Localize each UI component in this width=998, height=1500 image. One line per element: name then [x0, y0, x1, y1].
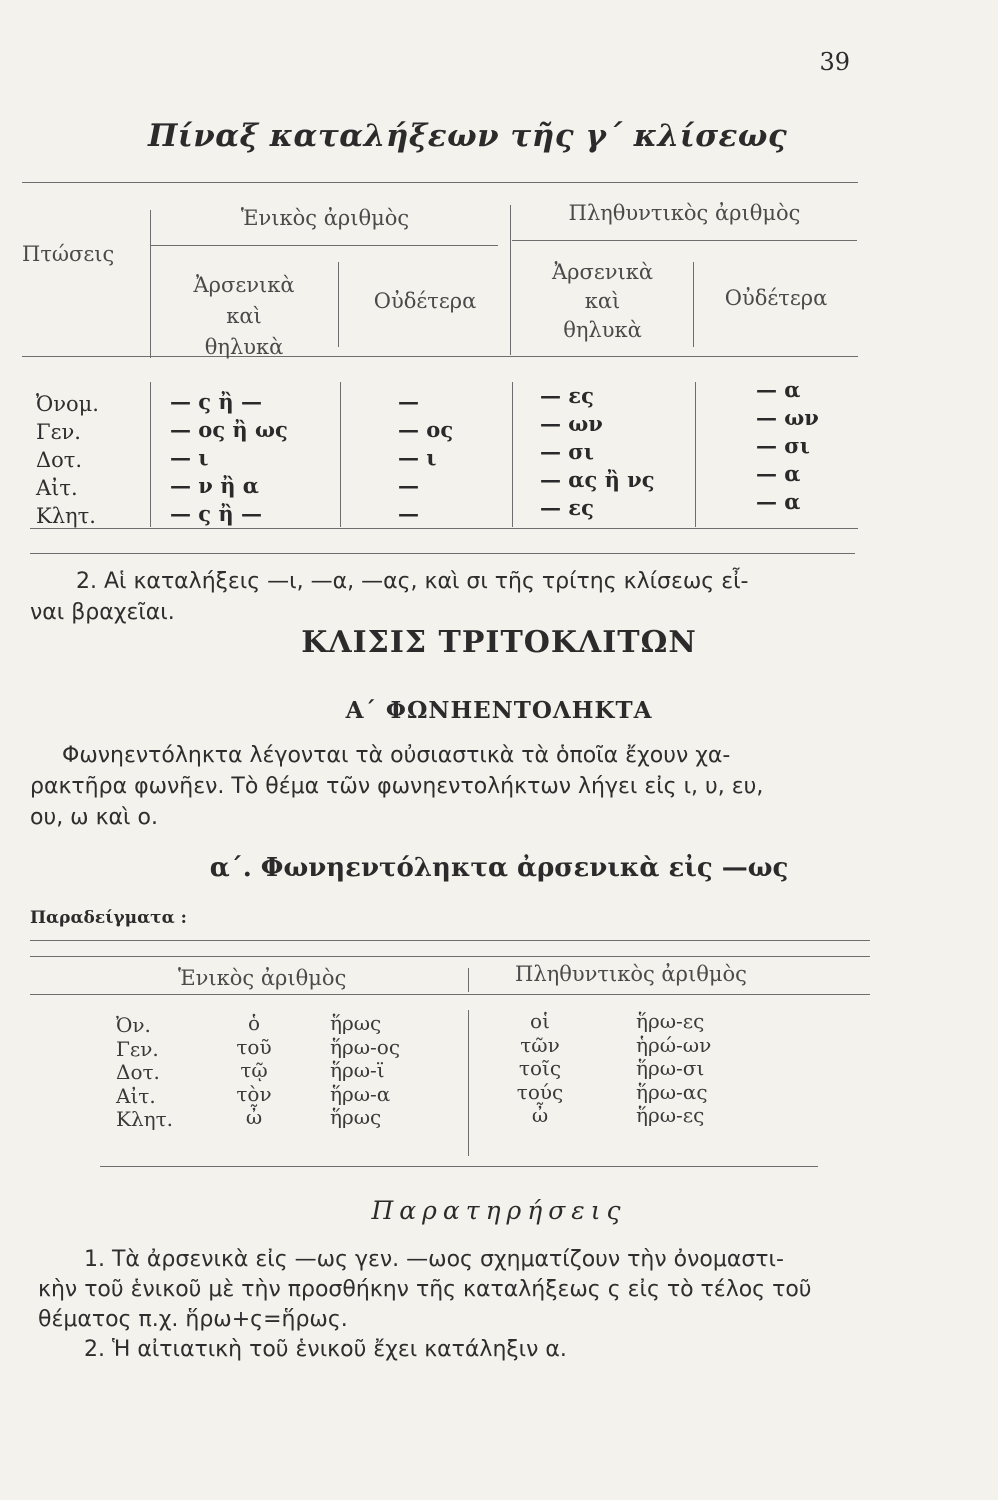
- table-rule-sub-sg: [150, 245, 498, 246]
- observation-line: θέματος π.χ. ἥρω+ς=ἥρως.: [38, 1307, 348, 1332]
- ending-cell: — ος: [398, 417, 454, 442]
- table-row-case: Γεν.: [36, 420, 81, 444]
- table-row-case: Κλητ.: [116, 1107, 174, 1131]
- article-cell: τῷ: [240, 1058, 268, 1082]
- table-row-case: Αἰτ.: [116, 1083, 156, 1108]
- form-cell: ἥρω-ας: [636, 1079, 708, 1104]
- note-2-line: 2. Αἱ καταλήξεις —ι, —α, —ας, καὶ σι τῆς τρίτης κλίσεως εἶ-: [76, 569, 749, 594]
- note-2: [30, 566, 870, 628]
- ex-rule-bottom: [100, 1166, 818, 1167]
- header-plural: Πληθυντικὸς ἀριθμὸς: [568, 201, 801, 225]
- section-heading: α΄. Φωνηεντόληκτα ἀρσενικὰ εἰς —ως: [209, 853, 789, 883]
- ex-col-rule-body: [468, 1010, 469, 1156]
- header-cases: Πτώσεις: [22, 242, 115, 266]
- ending-cell: — α: [756, 461, 801, 486]
- ending-cell: — ς ἢ —: [170, 501, 262, 526]
- ex-cases-column: [116, 1014, 173, 1132]
- ex-col-rule: [468, 968, 469, 992]
- ending-cell: — σι: [756, 433, 810, 458]
- table-row-case: Δοτ.: [36, 448, 83, 472]
- form-cell: ἥρω-α: [330, 1081, 391, 1106]
- col-rule-2b: [340, 382, 341, 527]
- ending-cell: — ων: [756, 405, 819, 430]
- ending-cell: — ας ἢ νς: [540, 467, 655, 492]
- intro-paragraph: [30, 740, 880, 833]
- form-cell: ἥρω-ες: [636, 1009, 705, 1033]
- table-title: Πίναξ καταλήξεων τῆς γ΄ κλίσεως: [148, 118, 788, 154]
- table-rule-sub-pl: [512, 240, 857, 241]
- form-cell: ἥρω-ες: [636, 1103, 705, 1127]
- ending-cell: — ων: [540, 411, 603, 436]
- table-rule-bottom: [30, 528, 858, 529]
- intro-line: ρακτῆρα φωνῆεν. Τὸ θέμα τῶν φωνηεντολήκτων λήγει εἰς ι, υ, ευ,: [30, 774, 764, 799]
- sub-heading: Α΄ ΦΩΝΗΕΝΤΟΛΗΚΤΑ: [345, 697, 653, 724]
- masc-fem-line: καὶ: [584, 289, 621, 313]
- ending-cell: —: [398, 501, 419, 526]
- header-pl-masc-fem: [512, 258, 693, 345]
- ending-cell: — α: [756, 489, 801, 514]
- table-row-case: Ὀνομ.: [36, 392, 99, 416]
- cases-column: [36, 390, 99, 530]
- ending-cell: — ι: [398, 445, 437, 470]
- form-cell: ἥρως: [330, 1105, 382, 1129]
- observation-line: κὴν τοῦ ἑνικοῦ μὲ τὴν προσθήκην τῆς καταλήξεως ς εἰς τὸ τέλος τοῦ: [38, 1277, 812, 1302]
- col-rule-2: [338, 262, 339, 347]
- ending-cell: — ς ἢ —: [170, 389, 262, 414]
- observations-heading: Παρατηρήσεις: [371, 1196, 627, 1225]
- header-sg-neuter: Οὐδέτερα: [373, 289, 477, 313]
- masc-fem-line: Ἀρσενικὰ: [551, 260, 654, 284]
- col-rule-3b: [512, 382, 513, 527]
- ex-header-plural: Πληθυντικὸς ἀριθμὸς: [515, 962, 747, 986]
- masc-fem-line: Ἀρσενικὰ: [193, 273, 295, 297]
- sg-masc-fem-column: [170, 388, 288, 528]
- ex-sg-forms: [330, 1012, 400, 1130]
- form-cell: ἥρω-σι: [636, 1056, 705, 1080]
- form-cell: ἥρω-ϊ: [330, 1058, 385, 1082]
- ending-cell: — ες: [540, 383, 594, 408]
- col-rule-4: [693, 262, 694, 347]
- ending-cell: — ος ἢ ως: [170, 417, 288, 442]
- ending-cell: — ν ἢ α: [170, 473, 259, 498]
- table-rule-top: [22, 182, 858, 183]
- table-row-case: Δοτ.: [116, 1060, 160, 1084]
- col-rule-1b: [150, 382, 151, 527]
- header-singular: Ἑνικὸς ἀριθμὸς: [240, 206, 410, 230]
- ending-cell: — ι: [170, 445, 209, 470]
- ending-cell: —: [398, 473, 419, 498]
- table-row-case: Κλητ.: [36, 504, 96, 528]
- intro-line: Φωνηεντόληκτα λέγονται τὰ οὐσιαστικὰ τὰ ὁποῖα ἔχουν χα-: [62, 743, 731, 768]
- table-row-case: Ὀν.: [116, 1013, 151, 1037]
- table-row-case: Αἰτ.: [36, 476, 78, 500]
- intro-line: ου, ω καὶ ο.: [30, 805, 158, 830]
- ex-pl-articles: [508, 1010, 572, 1128]
- form-cell: ἥρως: [330, 1011, 382, 1035]
- observations: [38, 1245, 898, 1365]
- page-number: 39: [819, 48, 850, 76]
- header-pl-neuter: Οὐδέτερα: [724, 286, 828, 310]
- col-rule-4b: [695, 382, 696, 527]
- article-cell: τοῦ: [236, 1034, 272, 1059]
- ex-pl-forms: [636, 1010, 711, 1128]
- table-row-case: Γεν.: [116, 1036, 159, 1061]
- sg-neuter-column: [398, 388, 453, 528]
- ending-cell: — σι: [540, 439, 594, 464]
- note-2-line: ναι βραχεῖαι.: [30, 600, 175, 625]
- article-cell: τούς: [516, 1079, 564, 1104]
- ex-rule-top-2: [30, 956, 870, 957]
- article-cell: τὸν: [236, 1081, 272, 1106]
- masc-fem-line: καὶ: [226, 304, 262, 328]
- article-cell: ὦ: [245, 1105, 263, 1129]
- pl-neuter-column: [756, 376, 819, 516]
- ex-rule-header: [30, 994, 870, 995]
- ending-cell: —: [398, 389, 419, 414]
- ex-header-singular: Ἑνικὸς ἀριθμὸς: [178, 966, 347, 990]
- col-rule-3: [510, 205, 511, 355]
- main-heading: ΚΛΙΣΙΣ ΤΡΙΤΟΚΛΙΤΩΝ: [301, 625, 697, 660]
- pl-masc-fem-column: [540, 382, 655, 522]
- ending-cell: — ες: [540, 495, 594, 520]
- article-cell: ὁ: [247, 1011, 261, 1035]
- table-rule-bottom-2: [30, 553, 855, 554]
- form-cell: ἥρω-ος: [330, 1034, 401, 1059]
- observation-line: 1. Τὰ ἀρσενικὰ εἰς —ως γεν. —ωος σχηματίζουν τὴν ὀνομαστι-: [84, 1247, 784, 1272]
- masc-fem-line: θηλυκὰ: [563, 318, 642, 342]
- examples-label: Παραδείγματα :: [30, 908, 187, 928]
- form-cell: ἡρώ-ων: [636, 1032, 712, 1057]
- header-sg-masc-fem: [150, 270, 338, 363]
- masc-fem-line: θηλυκὰ: [204, 335, 284, 359]
- article-cell: ὦ: [531, 1103, 549, 1127]
- article-cell: τῶν: [520, 1032, 560, 1057]
- observation-line: 2. Ἡ αἰτιατικὴ τοῦ ἑνικοῦ ἔχει κατάληξιν α.: [84, 1337, 567, 1362]
- ending-cell: — α: [756, 377, 801, 402]
- article-cell: τοῖς: [518, 1056, 562, 1080]
- table-rule-header-bottom: [22, 356, 858, 357]
- article-cell: οἱ: [530, 1009, 550, 1033]
- ex-sg-articles: [224, 1012, 284, 1130]
- ex-rule-top: [30, 940, 870, 941]
